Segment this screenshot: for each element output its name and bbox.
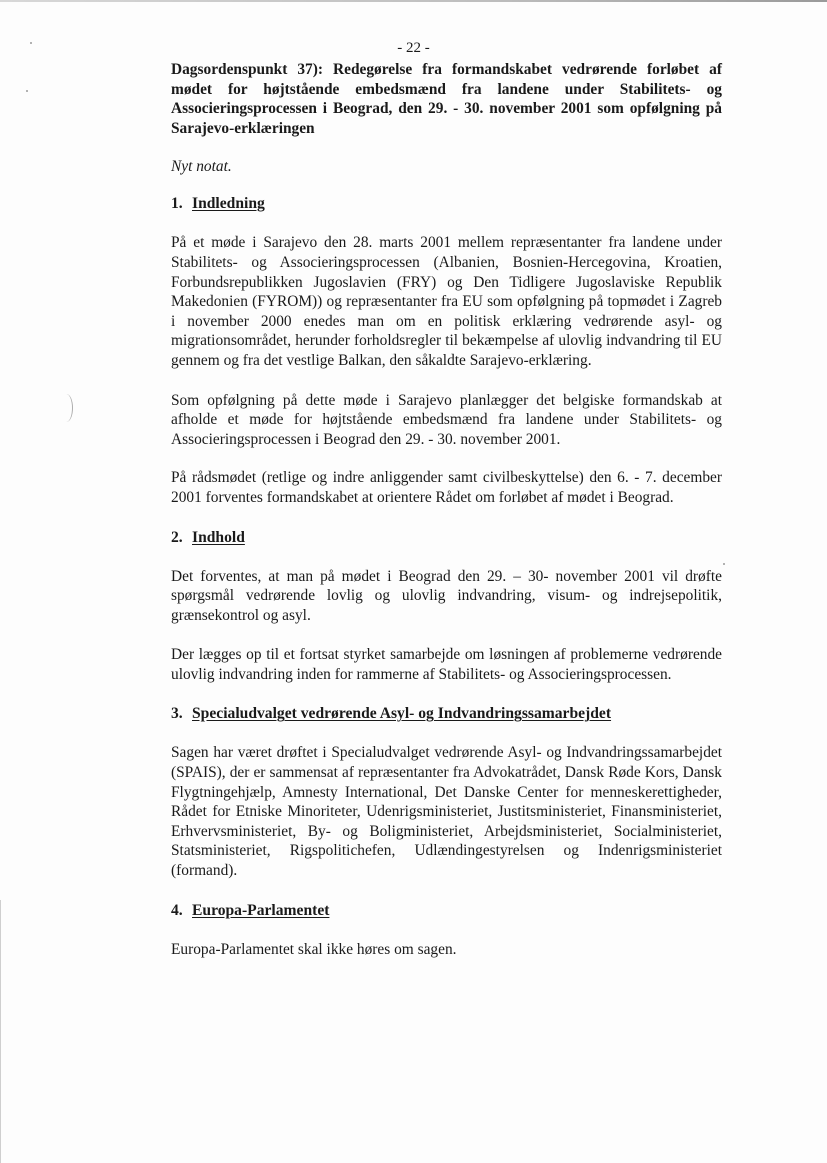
paragraph-belgrade-discussion: Det forventes, at man på mødet i Beograd den 29. – 30- november 2001 vil drøfte spørgsmål vedrørende lovlig og ulovlig indvandring, visum- og indrejsepolitik, grænsekontrol og asyl. xyxy=(171,567,722,624)
section-heading-indhold xyxy=(171,528,722,548)
agenda-item-title: Dagsordenspunkt 37): Redegørelse fra formandskabet vedrørende forløbet af mødet for højtstående embedsmænd fra landene under Stabilitets- og Associeringsprocessen i Beograd, den 29. - 30. november 2001 som opfølgning på Sarajevo-erklæringen xyxy=(171,61,722,137)
paragraph-parliament: Europa-Parlamentet skal ikke høres om sagen. xyxy=(171,940,457,958)
section-heading-indledning xyxy=(171,194,722,214)
note-label: Nyt notat. xyxy=(171,158,232,176)
section-title: Indhold xyxy=(192,528,245,546)
section-title: Specialudvalget vedrørende Asyl- og Indvandringssamarbejdet xyxy=(192,705,612,723)
scan-artifact-mark xyxy=(60,394,73,422)
paragraph-sarajevo-meeting: På et møde i Sarajevo den 28. marts 2001 mellem repræsentanter fra landene under Stabilitets- og Associeringsprocessen (Albanien, Bosnien-Hercegovina, Kroatien, Forbundsrepublikken Jugoslavien (FRY) og Den Tidligere Jugoslaviske Republik Makedonien (FYROM)) og repræsentanter fra EU som opfølgning på topmødet i Zagreb i november 2000 enedes man om en politisk erklæring vedrørende asyl- og migrationsområdet, herunder forholdsregler til bekæmpelse af ulovlig indvandring til EU gennem og fra det vestlige Balkan, den såkaldte Sarajevo-erklæring. xyxy=(171,234,722,369)
section-number: 2. xyxy=(171,528,183,546)
scan-edge-left xyxy=(0,900,1,1163)
scan-speck xyxy=(723,563,725,565)
section-number: 1. xyxy=(171,195,183,213)
section-title: Indledning xyxy=(192,195,265,213)
document-body xyxy=(171,60,722,959)
paragraph-cooperation: Der lægges op til et fortsat styrket samarbejde om løsningen af problemerne vedrørende ulovlig indvandring inden for rammerne af Stabilitets- og Associeringsprocessen. xyxy=(171,646,722,683)
section-heading-specialudvalget xyxy=(171,704,722,724)
section-number: 3. xyxy=(171,705,183,723)
section-title: Europa-Parlamentet xyxy=(192,901,330,919)
paragraph-belgian-presidency: Som opfølgning på dette møde i Sarajevo planlægger det belgiske formandskab at afholde et møde for højtstående embedsmænd fra landene under Stabilitets- og Associeringsprocessen i Beograd den 29. - 30. november 2001. xyxy=(171,391,722,448)
paragraph-council-meeting: På rådsmødet (retlige og indre anliggender samt civilbeskyttelse) den 6. - 7. december 2001 forventes formandskabet at orientere Rådet om forløbet af mødet i Beograd. xyxy=(171,469,722,506)
section-heading-europa-parlamentet xyxy=(171,901,722,921)
page-number: - 22 - xyxy=(397,40,430,56)
scan-speck xyxy=(26,90,28,92)
section-number: 4. xyxy=(171,901,183,919)
paragraph-spais: Sagen har været drøftet i Specialudvalget vedrørende Asyl- og Indvandringssamarbejdet (SPAIS), der er sammensat af repræsentanter fra Advokatrådet, Dansk Røde Kors, Dansk Flygtningehjælp, Amnesty International, Det Danske Center for menneskerettigheder, Rådet for Etniske Minoriteter, Udenrigsministeriet, Justitsministeriet, Finansministeriet, Erhvervsministeriet, By- og Boligministeriet, Arbejdsministeriet, Socialministeriet, Statsministeriet, Rigspolitichefen, Udlændingestyrelsen og Indenrigsministeriet (formand). xyxy=(171,744,722,880)
scan-edge-top xyxy=(0,0,827,2)
